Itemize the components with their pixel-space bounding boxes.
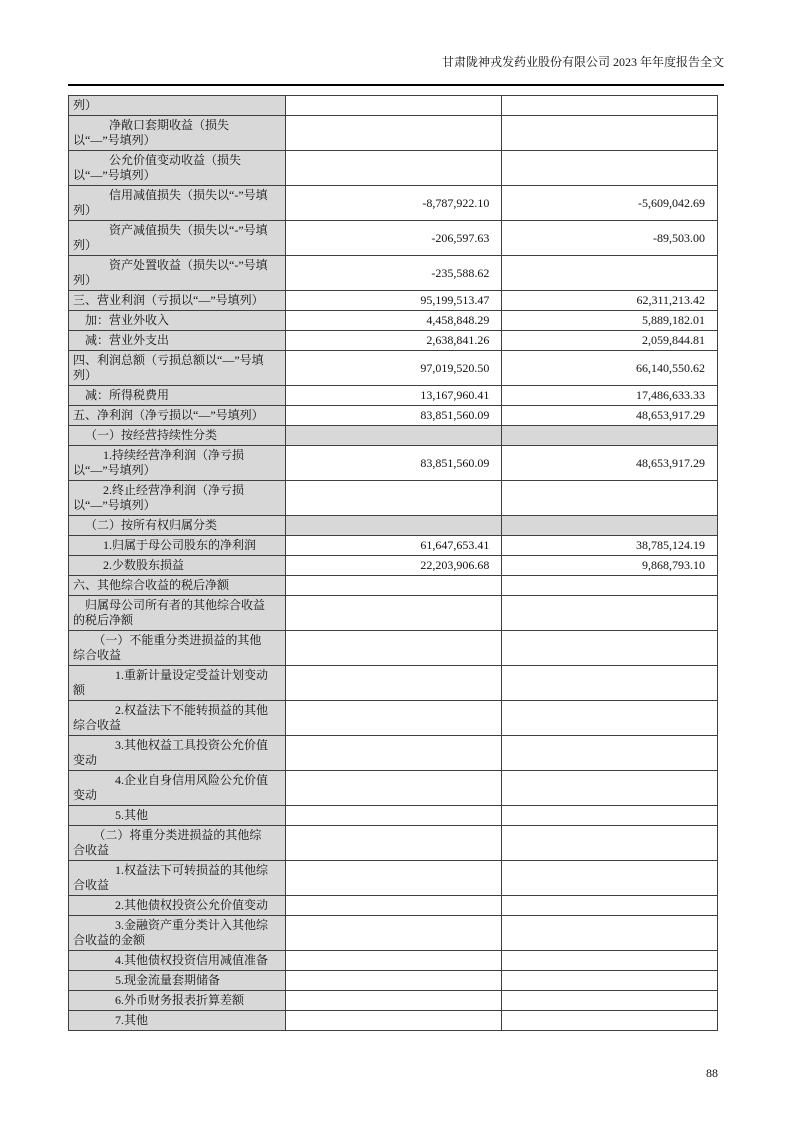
table-row	[69, 861, 718, 896]
current-period-value	[286, 826, 503, 861]
table-row	[69, 596, 718, 631]
table-row	[69, 736, 718, 771]
table-row	[69, 291, 718, 311]
current-period-value	[286, 896, 503, 916]
row-label: 5.现金流量套期储备	[69, 971, 286, 991]
table-row	[69, 991, 718, 1011]
prior-period-value	[502, 806, 718, 826]
table-row	[69, 666, 718, 701]
row-label: 六、其他综合收益的税后净额	[69, 576, 286, 596]
row-label: 3.金融资产重分类计入其他综合收益的金额	[69, 916, 286, 951]
current-period-value	[286, 736, 503, 771]
table-row	[69, 516, 718, 536]
prior-period-value: 66,140,550.62	[502, 351, 718, 386]
current-period-value	[286, 151, 503, 186]
table-row	[69, 951, 718, 971]
row-label: 1.持续经营净利润（净亏损以“—”号填列）	[69, 446, 286, 481]
prior-period-value	[502, 916, 718, 951]
table-row	[69, 256, 718, 291]
prior-period-value	[502, 96, 718, 116]
table-row	[69, 916, 718, 951]
table-row	[69, 386, 718, 406]
row-label: 减：营业外支出	[69, 331, 286, 351]
table-row	[69, 351, 718, 386]
prior-period-value	[502, 771, 718, 806]
current-period-value	[286, 631, 503, 666]
row-label: （一）不能重分类进损益的其他综合收益	[69, 631, 286, 666]
current-period-value	[286, 916, 503, 951]
report-header-title: 甘肃陇神戎发药业股份有限公司 2023 年年度报告全文	[441, 55, 724, 69]
current-period-value	[286, 116, 503, 151]
table-row	[69, 896, 718, 916]
prior-period-value	[502, 516, 718, 536]
row-label: 4.企业自身信用风险公允价值变动	[69, 771, 286, 806]
current-period-value: 83,851,560.09	[286, 406, 503, 426]
table-row	[69, 481, 718, 516]
page-number: 88	[706, 1066, 718, 1080]
row-label: 资产处置收益（损失以“-”号填列）	[69, 256, 286, 291]
table-row	[69, 631, 718, 666]
table-row	[69, 311, 718, 331]
table-row	[69, 576, 718, 596]
prior-period-value	[502, 896, 718, 916]
prior-period-value	[502, 736, 718, 771]
row-label: 3.其他权益工具投资公允价值变动	[69, 736, 286, 771]
current-period-value	[286, 1011, 503, 1031]
current-period-value	[286, 806, 503, 826]
prior-period-value: 9,868,793.10	[502, 556, 718, 576]
prior-period-value	[502, 256, 718, 291]
row-label: （二）按所有权归属分类	[69, 516, 286, 536]
current-period-value: 2,638,841.26	[286, 331, 503, 351]
prior-period-value	[502, 631, 718, 666]
prior-period-value	[502, 481, 718, 516]
prior-period-value	[502, 576, 718, 596]
row-label: 1.权益法下可转损益的其他综合收益	[69, 861, 286, 896]
prior-period-value	[502, 951, 718, 971]
row-label: 列）	[69, 96, 286, 116]
current-period-value	[286, 596, 503, 631]
row-label: 信用减值损失（损失以“-”号填列）	[69, 186, 286, 221]
current-period-value	[286, 426, 503, 446]
prior-period-value	[502, 666, 718, 701]
row-label: 加：营业外收入	[69, 311, 286, 331]
prior-period-value	[502, 861, 718, 896]
current-period-value: 97,019,520.50	[286, 351, 503, 386]
table-row	[69, 806, 718, 826]
prior-period-value: -5,609,042.69	[502, 186, 718, 221]
current-period-value: -206,597.63	[286, 221, 503, 256]
prior-period-value: 17,486,633.33	[502, 386, 718, 406]
current-period-value	[286, 861, 503, 896]
table-row	[69, 331, 718, 351]
current-period-value	[286, 991, 503, 1011]
prior-period-value: 2,059,844.81	[502, 331, 718, 351]
current-period-value	[286, 951, 503, 971]
prior-period-value	[502, 971, 718, 991]
row-label: 4.其他债权投资信用减值准备	[69, 951, 286, 971]
row-label: 2.其他债权投资公允价值变动	[69, 896, 286, 916]
table-row	[69, 556, 718, 576]
table-row	[69, 96, 718, 116]
row-label: 7.其他	[69, 1011, 286, 1031]
prior-period-value	[502, 701, 718, 736]
prior-period-value	[502, 991, 718, 1011]
row-label: 减：所得税费用	[69, 386, 286, 406]
current-period-value: 83,851,560.09	[286, 446, 503, 481]
row-label: 资产减值损失（损失以“-”号填列）	[69, 221, 286, 256]
table-row	[69, 826, 718, 861]
row-label: 净敞口套期收益（损失以“—”号填列）	[69, 116, 286, 151]
row-label: 2.终止经营净利润（净亏损以“—”号填列）	[69, 481, 286, 516]
prior-period-value: -89,503.00	[502, 221, 718, 256]
prior-period-value	[502, 426, 718, 446]
row-label: （一）按经营持续性分类	[69, 426, 286, 446]
prior-period-value	[502, 151, 718, 186]
row-label: （二）将重分类进损益的其他综合收益	[69, 826, 286, 861]
prior-period-value	[502, 596, 718, 631]
current-period-value	[286, 701, 503, 736]
row-label: 三、营业利润（亏损以“—”号填列）	[69, 291, 286, 311]
table-row	[69, 186, 718, 221]
row-label: 6.外币财务报表折算差额	[69, 991, 286, 1011]
header-rule	[68, 84, 724, 86]
table-row	[69, 151, 718, 186]
row-label: 1.重新计量设定受益计划变动额	[69, 666, 286, 701]
current-period-value: 95,199,513.47	[286, 291, 503, 311]
current-period-value	[286, 481, 503, 516]
current-period-value	[286, 971, 503, 991]
current-period-value	[286, 576, 503, 596]
income-statement-table	[68, 95, 718, 1031]
current-period-value: 22,203,906.68	[286, 556, 503, 576]
table-row	[69, 1011, 718, 1031]
current-period-value	[286, 771, 503, 806]
row-label: 归属母公司所有者的其他综合收益的税后净额	[69, 596, 286, 631]
table-row	[69, 406, 718, 426]
row-label: 5.其他	[69, 806, 286, 826]
current-period-value: 4,458,848.29	[286, 311, 503, 331]
row-label: 四、利润总额（亏损总额以“—”号填列）	[69, 351, 286, 386]
row-label: 2.权益法下不能转损益的其他综合收益	[69, 701, 286, 736]
table-row	[69, 446, 718, 481]
table-row	[69, 116, 718, 151]
row-label: 公允价值变动收益（损失以“—”号填列）	[69, 151, 286, 186]
table-row	[69, 771, 718, 806]
current-period-value: 61,647,653.41	[286, 536, 503, 556]
prior-period-value: 48,653,917.29	[502, 446, 718, 481]
row-label: 2.少数股东损益	[69, 556, 286, 576]
table-row	[69, 426, 718, 446]
table-row	[69, 536, 718, 556]
prior-period-value: 5,889,182.01	[502, 311, 718, 331]
prior-period-value: 38,785,124.19	[502, 536, 718, 556]
prior-period-value: 62,311,213.42	[502, 291, 718, 311]
current-period-value	[286, 516, 503, 536]
current-period-value: -235,588.62	[286, 256, 503, 291]
prior-period-value: 48,653,917.29	[502, 406, 718, 426]
current-period-value	[286, 96, 503, 116]
current-period-value: 13,167,960.41	[286, 386, 503, 406]
table-row	[69, 971, 718, 991]
prior-period-value	[502, 116, 718, 151]
prior-period-value	[502, 826, 718, 861]
table-row	[69, 221, 718, 256]
current-period-value	[286, 666, 503, 701]
current-period-value: -8,787,922.10	[286, 186, 503, 221]
prior-period-value	[502, 1011, 718, 1031]
table-row	[69, 701, 718, 736]
row-label: 五、净利润（净亏损以“—”号填列）	[69, 406, 286, 426]
row-label: 1.归属于母公司股东的净利润	[69, 536, 286, 556]
